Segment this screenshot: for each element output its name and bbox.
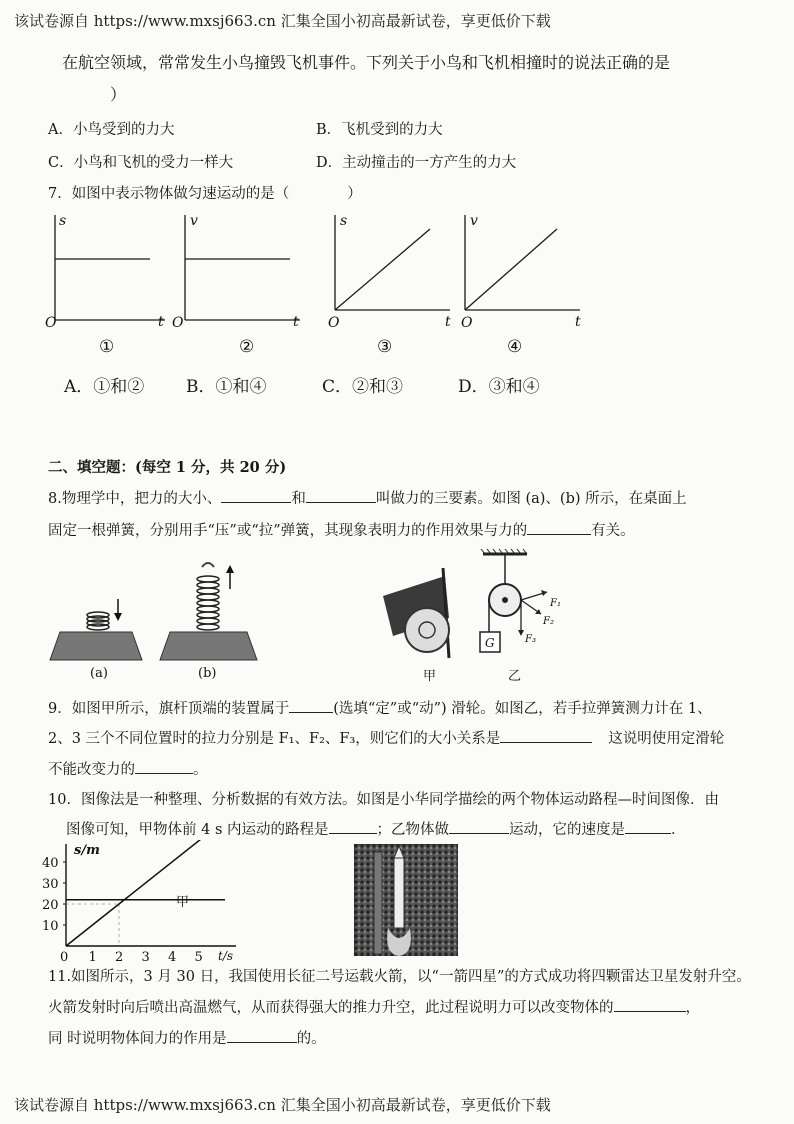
- q9-line3-b: 。: [193, 762, 208, 778]
- spring-figures: [42, 555, 272, 685]
- graph1-label: ①: [99, 337, 115, 355]
- st-xtick-label: 3: [141, 950, 150, 962]
- fig-yi-label: 乙: [508, 669, 522, 684]
- fig-jia-label: 甲: [423, 669, 437, 684]
- graph4-ylabel: v: [470, 213, 478, 229]
- graph3-line: [335, 229, 430, 310]
- fig-a-label: (a): [90, 666, 108, 681]
- q9-line3: [48, 758, 208, 779]
- graph4-xlabel: t: [575, 314, 581, 330]
- q7-option-c: C．②和③: [322, 377, 404, 397]
- f3-label: F₃: [525, 634, 536, 645]
- st-xtick-label: 1: [88, 950, 97, 962]
- q6-option-b: B．飞机受到的力大: [316, 122, 443, 138]
- q9-line2-a: 2、3 三个不同位置时的拉力分别是 F₁、F₂、F₃，则它们的大小关系是: [48, 731, 501, 747]
- up-arrow-head: [226, 565, 234, 573]
- graph1-ylabel: s: [59, 213, 67, 229]
- q9-line1: [48, 697, 712, 718]
- q10-blank-3[interactable]: [625, 819, 671, 834]
- st-ytick-label: 10: [42, 919, 59, 934]
- st-ytick-label: 40: [42, 856, 59, 871]
- q10-line2-d: ．: [671, 822, 686, 838]
- q8-blank-2[interactable]: [306, 488, 376, 503]
- q9-blank-1[interactable]: [289, 698, 333, 713]
- q9-line2-b: 这说明使用定滑轮: [608, 731, 725, 747]
- q10-line2-c: 运动，它的速度是: [509, 822, 625, 838]
- q10-line2-a: 图像可知，甲物体前 4 s 内运动的路程是: [66, 822, 329, 838]
- q11-line2-b: ，: [685, 1000, 700, 1016]
- down-arrow-head: [114, 613, 122, 621]
- q8-line2-b: 有关。: [591, 523, 635, 539]
- graph3-label: ③: [377, 337, 393, 355]
- q7-option-d: D．③和④: [458, 377, 540, 397]
- q11-line3-a: 同 时说明物体间力的作用是: [48, 1031, 227, 1047]
- q8-line1-c: 叫做力的三要素。如图 (a)、(b) 所示，在桌面上: [375, 491, 687, 507]
- st-ytick-label: 20: [42, 898, 59, 913]
- graph3-ylabel: s: [340, 213, 348, 229]
- graph4-label: ④: [507, 337, 523, 355]
- st-ylabel: s/m: [74, 843, 100, 858]
- st-ytick-label: 30: [42, 877, 59, 892]
- q8-line1-a: 8.物理学中，把力的大小、: [48, 491, 222, 507]
- f1-label: F₁: [550, 598, 561, 609]
- q11-line1: 11.如图所示，3 月 30 日，我国使用长征二号运载火箭，以“一箭四星”的方式成功将四颗雷达卫星发射升空。: [48, 969, 751, 985]
- table-a: [50, 632, 142, 660]
- page-footer: 该试卷源自 https://www.mxsj663.cn 汇集全国小初高最新试卷，享更低价下载: [14, 1096, 551, 1114]
- st-series-label: 甲: [176, 895, 190, 910]
- q10-line2-b: ；乙物体做: [376, 822, 449, 838]
- graph1-origin: O: [45, 315, 57, 331]
- f2-label: F₂: [543, 616, 554, 627]
- st-xtick-label: 2: [115, 950, 124, 962]
- q10-line1: 10．图像法是一种整理、分析数据的有效方法。如图是小华同学描绘的两个物体运动路程—时间图像．由: [48, 792, 719, 808]
- st-xtick-label: 4: [168, 950, 177, 962]
- graph2-label: ②: [239, 337, 255, 355]
- q10-line2: [66, 818, 686, 839]
- q9-line1-b: (选填“定”或“动”) 滑轮。如图乙，若手拉弹簧测力计在 1、: [333, 701, 712, 717]
- q7-stem: 7．如图中表示物体做匀速运动的是（ ）: [48, 186, 362, 202]
- q11-blank-1[interactable]: [614, 997, 686, 1012]
- q6-option-c: C．小鸟和飞机的受力一样大: [48, 155, 234, 171]
- graph4-origin: O: [461, 315, 473, 331]
- page-header: 该试卷源自 https://www.mxsj663.cn 汇集全国小初高最新试卷，享更低价下载: [14, 12, 551, 30]
- q8-line2: [48, 519, 635, 540]
- graph1-xlabel: t: [158, 314, 164, 330]
- st-xtick-label: 5: [194, 950, 203, 962]
- q6-stem-line1: 在航空领域，常常发生小鸟撞毁飞机事件。下列关于小鸟和飞机相撞时的说法正确的是: [62, 53, 671, 72]
- q11-line2: [48, 996, 700, 1017]
- graph3-origin: O: [328, 315, 340, 331]
- st-graph: [40, 840, 240, 962]
- pulley-figures: [375, 548, 575, 688]
- q6-option-a: A．小鸟受到的力大: [48, 122, 175, 138]
- q9-line1-a: 9．如图甲所示，旗杆顶端的装置属于: [48, 701, 290, 717]
- q8-blank-3[interactable]: [527, 520, 591, 535]
- q11-blank-2[interactable]: [227, 1028, 297, 1043]
- weight-label: G: [485, 636, 495, 650]
- q6-stem-line2: ）: [110, 85, 127, 104]
- q10-blank-1[interactable]: [329, 819, 377, 834]
- graph2-origin: O: [172, 315, 184, 331]
- pulley-jia: [405, 608, 449, 652]
- q9-line3-a: 不能改变力的: [48, 762, 135, 778]
- q8-line1: [48, 487, 687, 508]
- q8-line2-a: 固定一根弹簧，分别用手“压”或“拉”弹簧，其现象表明力的作用效果与力的: [48, 523, 528, 539]
- q7-option-b: B．①和④: [186, 377, 267, 397]
- q7-option-a: A．①和②: [64, 377, 145, 397]
- graph3-xlabel: t: [445, 314, 451, 330]
- q8-line1-b: 和: [291, 491, 306, 507]
- rocket-body: [394, 858, 404, 928]
- launch-tower: [374, 852, 382, 954]
- graph2-ylabel: v: [190, 213, 198, 229]
- st-xlabel: t/s: [218, 949, 234, 962]
- q9-blank-3[interactable]: [135, 759, 193, 774]
- st-xtick-label: 0: [60, 950, 69, 962]
- spring-b: [197, 576, 219, 630]
- q11-line2-a: 火箭发射时向后喷出高温燃气，从而获得强大的推力升空，此过程说明力可以改变物体的: [48, 1000, 614, 1016]
- graph4-line: [465, 229, 557, 310]
- table-b: [160, 632, 257, 660]
- spring-a: [87, 612, 109, 630]
- hand-pull: [202, 563, 214, 567]
- q11-line3-b: 的。: [296, 1031, 326, 1047]
- rocket-photo: [354, 844, 458, 956]
- q11-line3: [48, 1027, 326, 1048]
- section2-title: 二、填空题：(每空 1 分，共 20 分): [48, 459, 287, 476]
- q10-blank-2[interactable]: [449, 819, 509, 834]
- graph2-xlabel: t: [293, 314, 299, 330]
- q9-blank-2[interactable]: [500, 728, 592, 743]
- fig-b-label: (b): [198, 666, 217, 681]
- q6-option-d: D．主动撞击的一方产生的力大: [316, 155, 517, 171]
- q8-blank-1[interactable]: [221, 488, 291, 503]
- q9-line2: [48, 727, 724, 748]
- q7-graphs: [35, 205, 595, 355]
